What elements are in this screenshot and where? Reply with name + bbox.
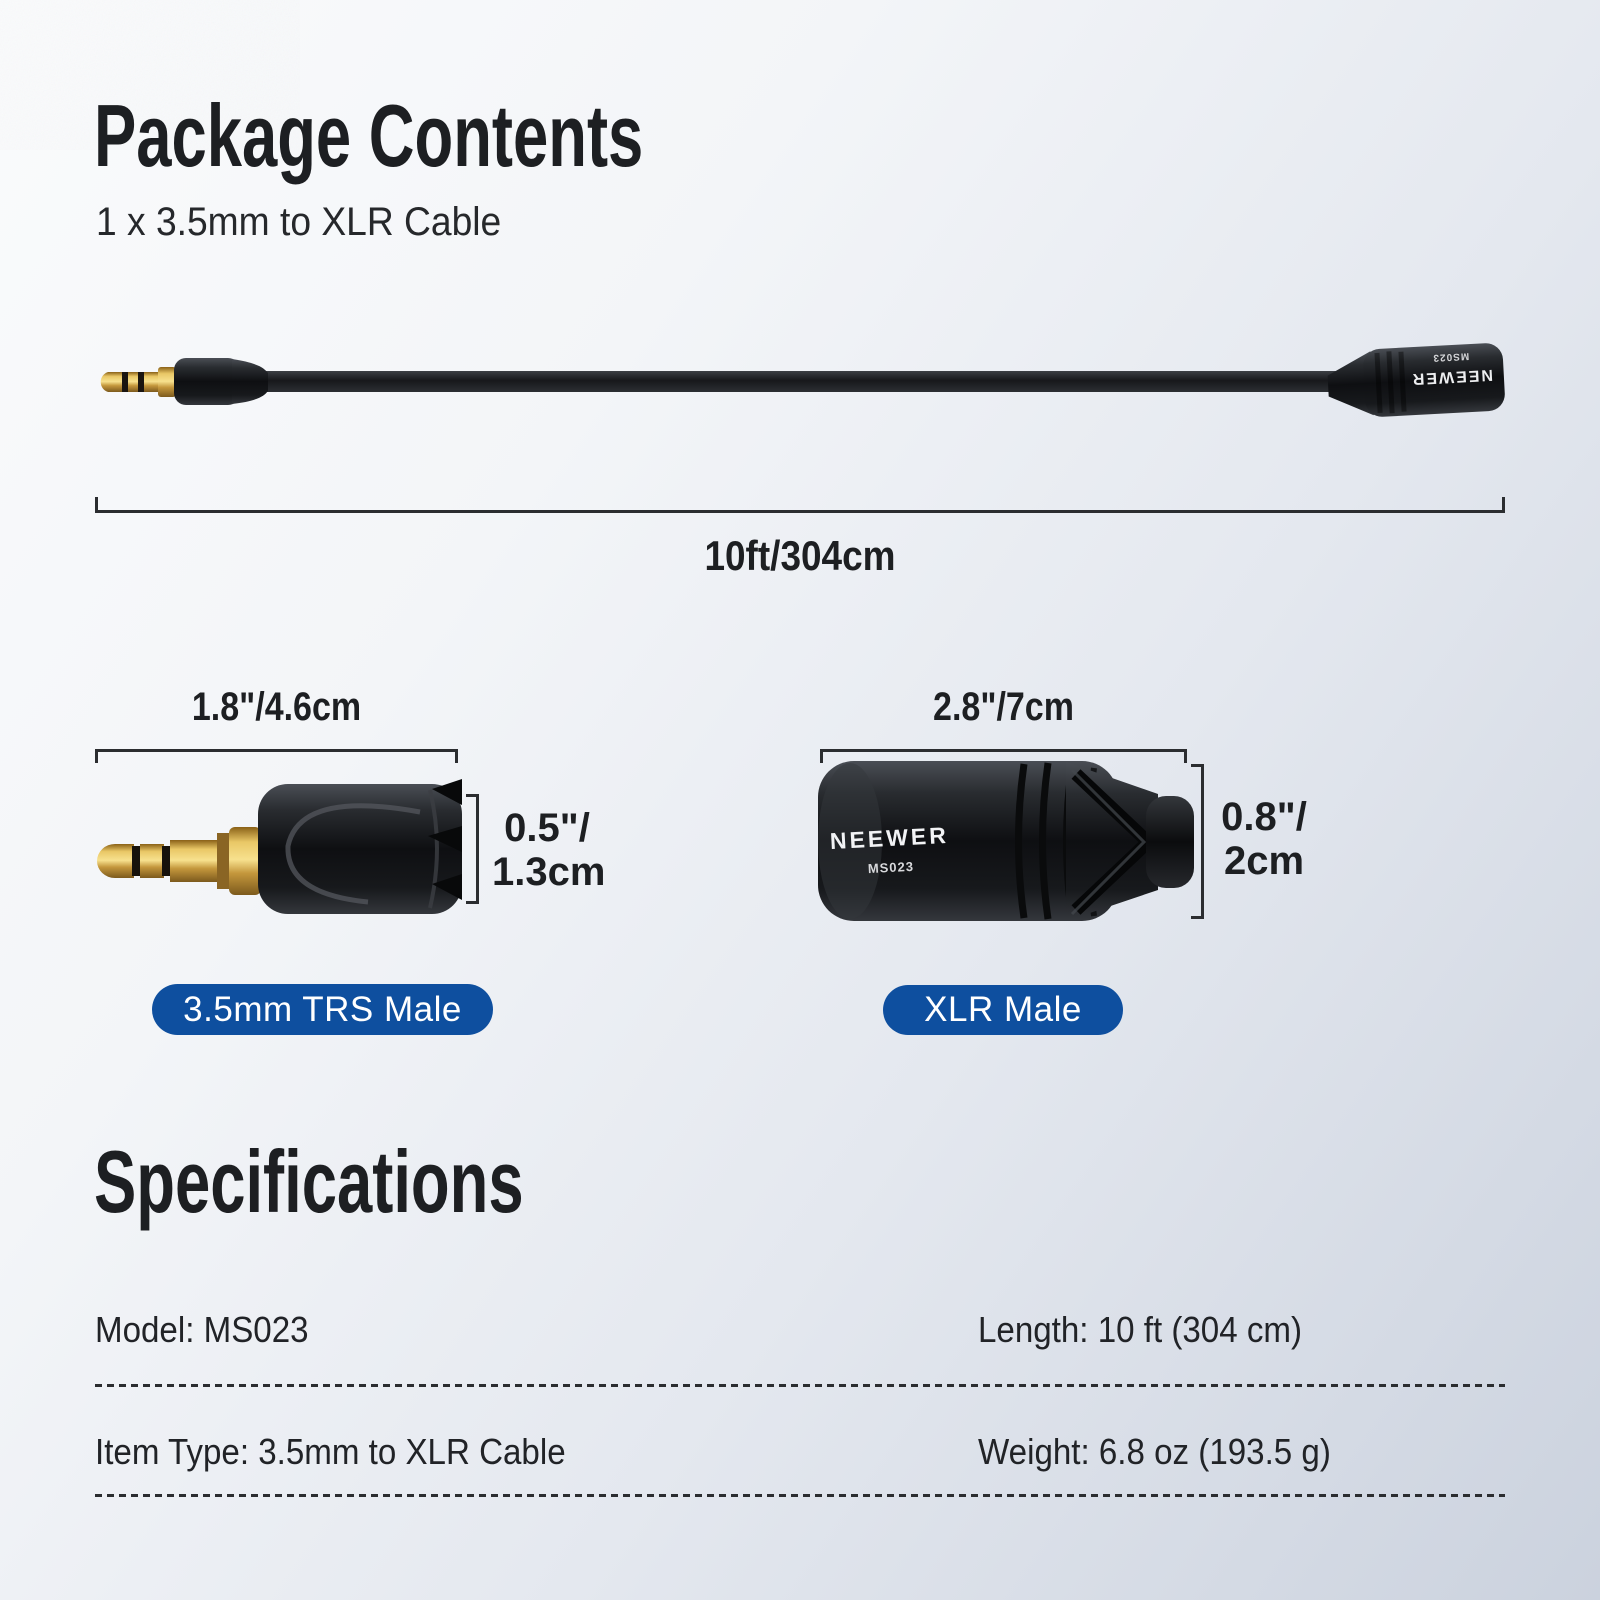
trs-height-bracket bbox=[466, 794, 479, 904]
page-title: Package Contents bbox=[94, 86, 644, 185]
xlr-closeup bbox=[818, 761, 1194, 921]
trs-width-label: 1.8"/4.6cm bbox=[191, 685, 362, 729]
spec-divider-1 bbox=[95, 1384, 1505, 1387]
xlr-tag-label: XLR Male bbox=[924, 990, 1082, 1029]
spec-item-type: Item Type: 3.5mm to XLR Cable bbox=[95, 1431, 566, 1472]
spec-row-2 bbox=[0, 1430, 1600, 1474]
trs-height-label-line2: 1.3cm bbox=[492, 850, 606, 894]
cable-line bbox=[240, 371, 1350, 392]
spec-weight: Weight: 6.8 oz (193.5 g) bbox=[978, 1431, 1331, 1472]
trs-height-label-line1: 0.5"/ bbox=[504, 806, 590, 850]
trs-tag-label: 3.5mm TRS Male bbox=[183, 989, 462, 1029]
cable-model-text: MS023 bbox=[1432, 350, 1470, 364]
xlr-closeup-brand: NEEWER bbox=[829, 821, 950, 855]
cable-brand-text: NEEWER bbox=[1410, 365, 1494, 388]
cable-illustration bbox=[101, 342, 1506, 419]
trs-closeup bbox=[97, 779, 462, 914]
spec-divider-2 bbox=[95, 1494, 1505, 1497]
xlr-closeup-model: MS023 bbox=[867, 858, 915, 877]
cable-xlr-plug bbox=[1326, 342, 1505, 419]
spec-model: Model: MS023 bbox=[95, 1309, 309, 1350]
cable-trs-plug bbox=[101, 358, 268, 405]
xlr-height-label bbox=[1214, 795, 1314, 883]
xlr-width-bracket bbox=[820, 749, 1187, 763]
xlr-tag-pill bbox=[883, 985, 1123, 1035]
specifications-title: Specifications bbox=[94, 1132, 524, 1231]
page-subtitle: 1 x 3.5mm to XLR Cable bbox=[96, 200, 502, 244]
spec-length: Length: 10 ft (304 cm) bbox=[978, 1309, 1303, 1350]
xlr-height-label-line2: 2cm bbox=[1223, 839, 1305, 883]
cable-length-bracket bbox=[95, 497, 1505, 513]
xlr-width-label: 2.8"/7cm bbox=[933, 685, 1074, 729]
cable-length-label: 10ft/304cm bbox=[704, 532, 896, 579]
trs-height-label bbox=[492, 806, 606, 894]
xlr-closeup-tip bbox=[1146, 796, 1194, 888]
trs-width-bracket bbox=[95, 749, 458, 763]
xlr-height-label-line1: 0.8"/ bbox=[1221, 795, 1307, 839]
xlr-height-bracket bbox=[1191, 764, 1204, 919]
trs-tag-pill bbox=[152, 984, 493, 1035]
spec-row-1 bbox=[0, 1308, 1600, 1352]
